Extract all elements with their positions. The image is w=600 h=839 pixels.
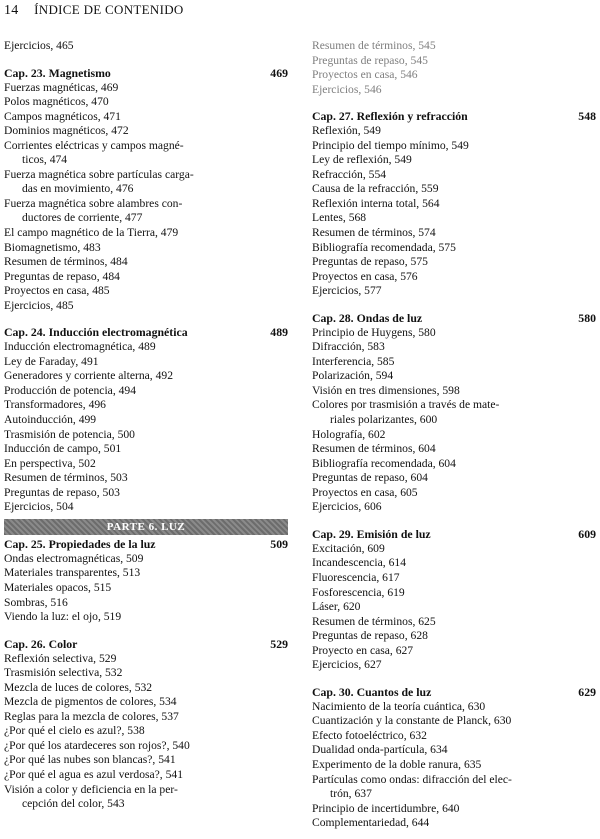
toc-entry: Ondas electromagnéticas, 509 <box>4 551 144 565</box>
chapter-page: 509 <box>270 536 288 551</box>
chapter-heading <box>312 311 596 326</box>
chapter-heading <box>4 325 288 340</box>
toc-entry: Colores por trasmisión a través de mate- <box>312 398 500 412</box>
chapter-title: Cap. 29. Emisión de luz <box>312 526 431 541</box>
part-banner: PARTE 6. LUZ <box>4 519 288 535</box>
toc-entry: Generadores y corriente alterna, 492 <box>4 369 173 383</box>
toc-entry: El campo magnético de la Tierra, 479 <box>4 226 179 240</box>
toc-entry: Principio del tiempo mínimo, 549 <box>312 138 469 152</box>
toc-entry: Incandescencia, 614 <box>312 556 406 570</box>
toc-entry: Inducción de campo, 501 <box>4 442 122 456</box>
toc-entry: Ejercicios, 546 <box>312 82 382 96</box>
toc-entry: Proyectos en casa, 485 <box>4 284 110 298</box>
toc-entry: Trasmisión selectiva, 532 <box>4 666 123 680</box>
toc-entry: Reflexión selectiva, 529 <box>4 651 117 665</box>
page-number: 14 <box>4 3 19 18</box>
toc-entry: Excitación, 609 <box>312 541 385 555</box>
chapter-heading <box>4 637 288 652</box>
toc-entry: Materiales transparentes, 513 <box>4 566 141 580</box>
toc-entry: Fosforescencia, 619 <box>312 585 405 599</box>
toc-entry: Ejercicios, 627 <box>312 658 382 672</box>
toc-entry: Ejercicios, 485 <box>4 298 74 312</box>
toc-entry: Transformadores, 496 <box>4 398 106 412</box>
chapter-page: 548 <box>578 109 596 124</box>
chapter-page: 629 <box>578 684 596 699</box>
toc-entry: Visión en tres dimensiones, 598 <box>312 383 460 397</box>
toc-entry: ¿Por qué las nubes son blancas?, 541 <box>4 753 176 767</box>
spacer <box>4 54 288 66</box>
toc-entry: Preguntas de repaso, 503 <box>4 485 120 499</box>
toc-entry: Refracción, 554 <box>312 167 387 181</box>
toc-entry: Fuerza magnética sobre alambres con- <box>4 196 183 210</box>
chapter-heading <box>312 685 596 700</box>
toc-entry: Cuantización y la constante de Planck, 630 <box>312 714 512 728</box>
toc-entry: Corrientes eléctricas y campos magné- <box>4 138 184 152</box>
toc-entry: Causa de la refracción, 559 <box>312 182 439 196</box>
toc-entry: Nacimiento de la teoría cuántica, 630 <box>312 699 486 713</box>
chapter-page: 609 <box>578 526 596 541</box>
toc-entry: Resumen de términos, 484 <box>4 255 128 269</box>
toc-entry: Biomagnetismo, 483 <box>4 240 101 254</box>
toc-entry: Bibliografía recomendada, 604 <box>312 456 456 470</box>
toc-entry: Preguntas de repaso, 545 <box>312 53 428 67</box>
toc-entry: Preguntas de repaso, 628 <box>312 629 428 643</box>
toc-entry: Inducción electromagnética, 489 <box>4 340 156 354</box>
toc-entry: Ejercicios, 465 <box>4 39 74 52</box>
toc-entry: Láser, 620 <box>312 600 361 614</box>
toc-entry: Complementariedad, 644 <box>312 816 430 830</box>
toc-entry: Difracción, 583 <box>312 340 385 354</box>
toc-entry: das en movimiento, 476 <box>22 182 134 196</box>
toc-entry: cepción del color, 543 <box>22 797 125 811</box>
chapter-heading <box>312 109 596 124</box>
toc-entry: ¿Por qué el agua es azul verdosa?, 541 <box>4 767 183 781</box>
spacer <box>312 299 596 311</box>
toc-entry: Materiales opacos, 515 <box>4 580 112 594</box>
chapter-title: Cap. 30. Cuantos de luz <box>312 684 432 699</box>
toc-entry: Resumen de términos, 625 <box>312 614 436 628</box>
toc-entry: Proyectos en casa, 576 <box>312 269 418 283</box>
toc-entry: Ley de reflexión, 549 <box>312 153 412 167</box>
toc-entry: Proyecto en casa, 627 <box>312 643 414 657</box>
toc-entry: ¿Por qué el cielo es azul?, 538 <box>4 724 145 738</box>
toc-entry: Preguntas de repaso, 575 <box>312 255 428 269</box>
spacer <box>312 673 596 685</box>
toc-entry: Viendo la luz: el ojo, 519 <box>4 610 122 624</box>
toc-entry: Trasmisión de potencia, 500 <box>4 427 135 441</box>
toc-entry: Bibliografía recomendada, 575 <box>312 240 456 254</box>
toc-entry: Ejercicios, 606 <box>312 500 382 514</box>
toc-entry: Reglas para la mezcla de colores, 537 <box>4 709 179 723</box>
toc-entry: Principio de incertidumbre, 640 <box>312 801 460 815</box>
chapter-title: Cap. 26. Color <box>4 636 78 651</box>
toc-entry: Sombras, 516 <box>4 595 68 609</box>
toc-entry: Preguntas de repaso, 604 <box>312 471 428 485</box>
toc-entry: Mezcla de pigmentos de colores, 534 <box>4 695 177 709</box>
toc-entry: ductores de corriente, 477 <box>22 211 143 225</box>
toc-entry: Reflexión interna total, 564 <box>312 196 440 210</box>
toc-entry: Dualidad onda-partícula, 634 <box>312 743 448 757</box>
spacer <box>312 97 596 109</box>
toc-entry: Producción de potencia, 494 <box>4 383 137 397</box>
toc-entry: Proyectos en casa, 546 <box>312 68 418 82</box>
spacer <box>4 625 288 637</box>
chapter-title: Cap. 24. Inducción electromagnética <box>4 325 188 340</box>
chapter-page: 529 <box>270 636 288 651</box>
toc-entry: Ley de Faraday, 491 <box>4 354 99 368</box>
toc-entry: Resumen de términos, 503 <box>4 471 128 485</box>
chapter-title: Cap. 28. Ondas de luz <box>312 310 423 325</box>
toc-entry: Principio de Huygens, 580 <box>312 325 436 339</box>
spacer <box>4 313 288 325</box>
toc-entry: Fluorescencia, 617 <box>312 570 400 584</box>
toc-entry: Holografía, 602 <box>312 427 386 441</box>
toc-entry: Mezcla de luces de colores, 532 <box>4 680 153 694</box>
chapter-title: Cap. 27. Reflexión y refracción <box>312 109 468 124</box>
chapter-page: 489 <box>270 325 288 340</box>
page-header <box>4 2 184 22</box>
toc-entry: En perspectiva, 502 <box>4 456 96 470</box>
toc-entry: ¿Por qué los atardeceres son rojos?, 540 <box>4 738 190 752</box>
toc-entry: Fuerzas magnéticas, 469 <box>4 80 119 94</box>
toc-entry: Resumen de términos, 574 <box>312 226 436 240</box>
toc-entry: Fuerza magnética sobre partículas carga- <box>4 167 194 181</box>
page-title: ÍNDICE DE CONTENIDO <box>34 2 184 17</box>
chapter-title: Cap. 23. Magnetismo <box>4 65 111 80</box>
chapter-heading <box>4 66 288 81</box>
toc-entry: Ejercicios, 504 <box>4 500 74 514</box>
toc-right-column <box>312 39 596 831</box>
toc-entry: trón, 637 <box>330 787 372 801</box>
toc-entry: Partículas como ondas: difracción del elec- <box>312 772 512 786</box>
toc-entry: Ejercicios, 577 <box>312 284 382 298</box>
chapter-heading <box>4 537 288 552</box>
toc-entry: Proyectos en casa, 605 <box>312 485 418 499</box>
toc-entry: Polarización, 594 <box>312 369 394 383</box>
toc-entry: ticos, 474 <box>22 153 68 167</box>
chapter-title: Cap. 25. Propiedades de la luz <box>4 536 156 551</box>
toc-left-column <box>4 39 288 812</box>
toc-entry: Polos magnéticos, 470 <box>4 95 109 109</box>
toc-entry: Efecto fotoeléctrico, 632 <box>312 728 427 742</box>
toc-entry: Preguntas de repaso, 484 <box>4 269 120 283</box>
toc-entry: Resumen de términos, 545 <box>312 39 436 52</box>
toc-entry: Reflexión, 549 <box>312 124 381 138</box>
toc-entry: Experimento de la doble ranura, 635 <box>312 757 482 771</box>
toc-entry: Dominios magnéticos, 472 <box>4 124 129 138</box>
chapter-page: 580 <box>578 310 596 325</box>
toc-entry: Lentes, 568 <box>312 211 367 225</box>
chapter-heading <box>312 527 596 542</box>
toc-entry: Visión a color y deficiencia en la per- <box>4 782 178 796</box>
toc-entry: Autoinducción, 499 <box>4 413 97 427</box>
chapter-page: 469 <box>270 65 288 80</box>
toc-entry: Resumen de términos, 604 <box>312 442 436 456</box>
toc-entry: riales polarizantes, 600 <box>330 413 438 427</box>
spacer <box>312 515 596 527</box>
toc-entry: Campos magnéticos, 471 <box>4 109 121 123</box>
toc-entry: Interferencia, 585 <box>312 354 395 368</box>
